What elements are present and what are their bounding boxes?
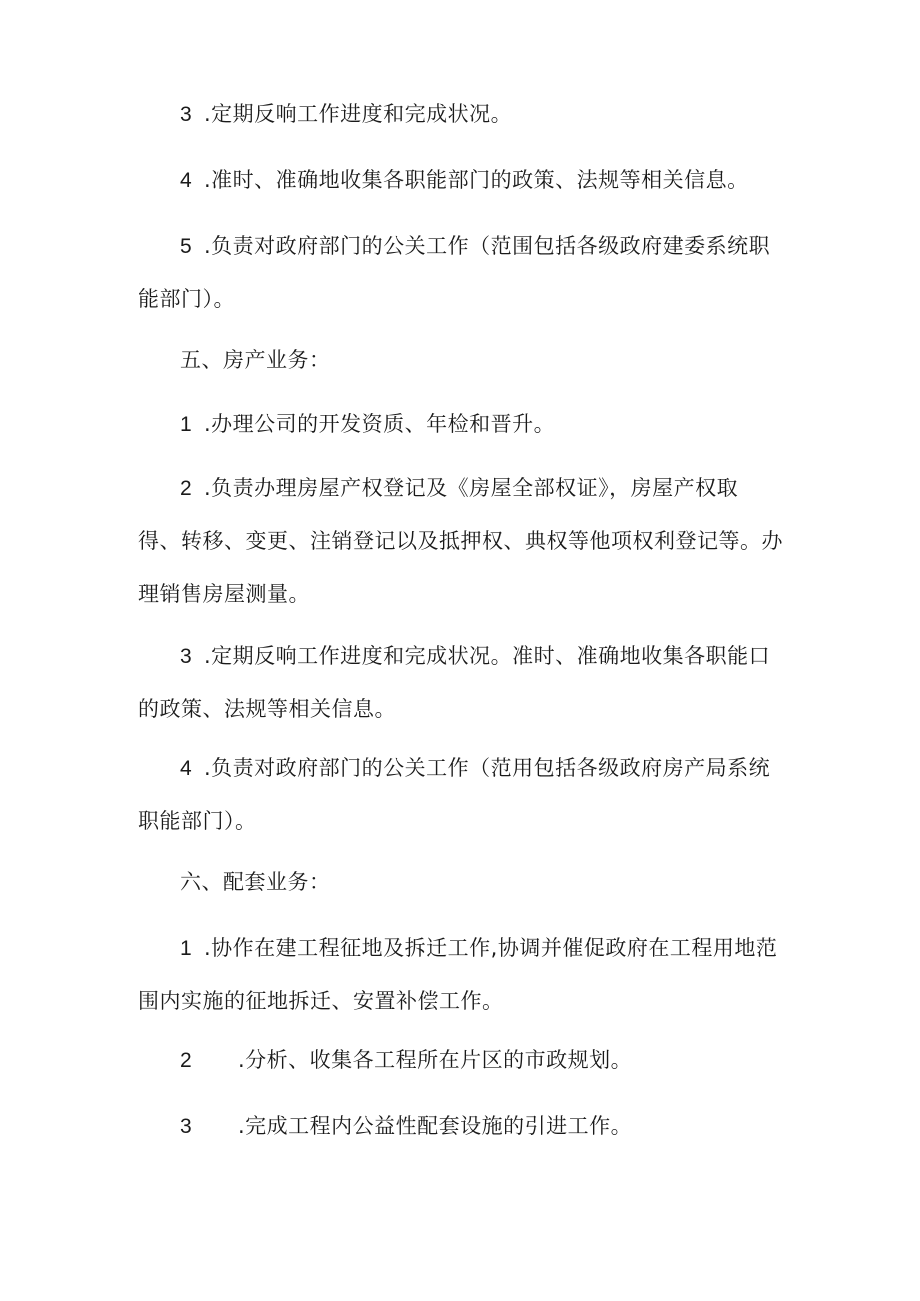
item-number: 3: [180, 645, 193, 668]
paragraph-item-1: [138, 398, 788, 451]
item-number: 3: [180, 1115, 193, 1138]
item-text: .准时、准确地收集各职能部门的政策、法规等相关信息。: [204, 168, 749, 192]
item-number: 5: [180, 235, 193, 258]
item-text: .协作在建工程征地及拆迁工作,协调并催促政府在工程用地范: [204, 936, 778, 960]
paragraph-item-3c: [138, 1100, 788, 1153]
item-text-continued: 围内实施的征地拆迁、安置补偿工作。: [138, 989, 504, 1013]
item-number: 2: [180, 1049, 193, 1072]
section-heading-real-estate: [138, 334, 788, 387]
item-text: .负责办理房屋产权登记及《房屋全部权证》，房屋产权取: [204, 476, 739, 500]
item-text: .分析、收集各工程所在片区的市政规划。: [238, 1048, 633, 1072]
item-number: 4: [180, 169, 193, 192]
item-text: .办理公司的开发资质、年检和晋升。: [204, 412, 556, 436]
section-heading-supporting: [138, 856, 788, 909]
paragraph-item-2b: [138, 1034, 788, 1087]
item-text: .负责对政府部门的公关工作（范用包括各级政府房产局系统: [204, 756, 771, 780]
item-text-continued: 得、转移、变更、注销登记以及抵押权、典权等他项权利登记等。办: [138, 529, 783, 553]
item-number: 2: [180, 477, 193, 500]
section-heading-text: 五、房产业务：: [180, 348, 331, 372]
item-text: .负责对政府部门的公关工作（范围包括各级政府建委系统职: [204, 234, 771, 258]
item-number: 1: [180, 937, 193, 960]
paragraph-item-4b: [138, 742, 788, 848]
paragraph-item-4: [138, 154, 788, 207]
item-text-continued: 职能部门）。: [138, 809, 257, 833]
item-number: 1: [180, 413, 193, 436]
item-text: .定期反响工作进度和完成状况。: [204, 102, 513, 126]
item-number: 3: [180, 103, 193, 126]
paragraph-item-1b: [138, 922, 788, 1028]
item-text-continued: 的政策、法规等相关信息。: [138, 697, 396, 721]
paragraph-item-2: [138, 462, 788, 621]
item-text-continued: 能部门）。: [138, 287, 235, 311]
item-text: .定期反响工作进度和完成状况。准时、准确地收集各职能口: [204, 644, 771, 668]
item-number: 4: [180, 757, 193, 780]
paragraph-item-3b: [138, 630, 788, 736]
paragraph-item-5: [138, 220, 788, 326]
paragraph-item-3: [138, 88, 788, 141]
item-text-continued-2: 理销售房屋测量。: [138, 582, 310, 606]
item-text: .完成工程内公益性配套设施的引进工作。: [238, 1114, 633, 1138]
section-heading-text: 六、配套业务：: [180, 870, 331, 894]
